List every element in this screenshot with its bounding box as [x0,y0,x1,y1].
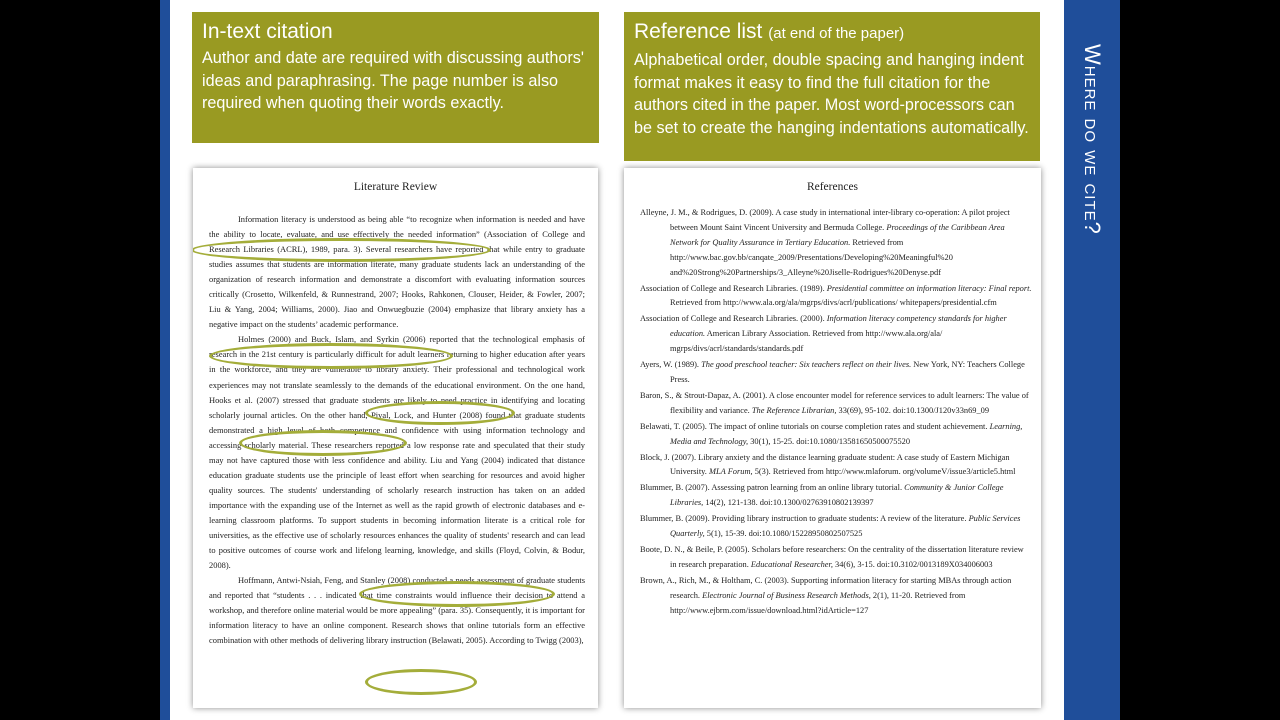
reference-entry [640,312,1032,357]
reference-source-title: Presidential committee on information literacy: Final report. [826,283,1032,293]
reference-list-box [624,12,1040,161]
reference-entry [640,389,1032,419]
reference-entry [640,543,1032,573]
literature-paragraph: Information literacy is understood as being able “to recognize when information is needed and have the ability to locate, evaluate, and use effectively the needed information” (Association of College and Research Libraries (ACRL), 1989, para. 3). Several researchers have reported that while entry to graduate studies assumes that students are information literate, many graduate students lack an understanding of the organization of research information and demonstrate a discomfort with evaluating information sources critically (Crosetto, Wilkenfeld, & Runnestrand, 2007; Hooks, Rahkonen, Clouser, Heider, & Fowler, 2007; Liu & Yang, 2004; Williams, 2000). Jiao and Onwuegbuzie (2004) emphasize that library anxiety has a negative impact on the students’ academic performance. [209,214,585,330]
reference-entry [640,451,1032,481]
left-accent-strip [160,0,170,720]
citation-highlight-oval [365,669,477,695]
reference-text: 5(1), 15-39. doi:10.1080/15228950802507525 [704,529,863,539]
reference-text: 33(69), 95-102. doi:10.1300/J120v33n69_09 [836,405,990,415]
right-title-band [1064,0,1120,720]
reference-text: Ayers, W. (1989). [640,360,702,370]
reference-entry [640,282,1032,312]
in-text-citation-box [192,12,599,143]
slide [160,0,1120,720]
reference-entry [640,206,1032,281]
vertical-slide-title: Where do we cite? [1080,44,1105,235]
reference-text: New York, NY: Teachers College Press. [670,360,1025,384]
reference-text: 5(3). Retrieved from http://www.mlaforum. org/volumeV/issue3/article5.html [752,467,1016,477]
reference-text: Boote, D. N., & Beile, P. (2005). Scholars before researchers: On the centrality of the dissertation literature review in research preparation. [640,544,1024,569]
reference-list-heading-note: (at end of the paper) [768,25,905,42]
reference-source-title: Learning, Media and Technology, [670,421,1023,446]
in-text-citation-heading: In-text citation [202,20,333,43]
reference-text: 14(2), 121-138. doi:10.1300/02763910802139397 [703,498,874,508]
reference-text: Blummer, B. (2009). Providing library instruction to graduate students: A review of the literature. [640,514,969,524]
reference-list-text: Alphabetical order, double spacing and hanging indent format makes it easy to find the full citation for the authors cited in the paper. Most word-processors can be set to create the hanging indentations automatically. [634,51,1029,137]
references-title: References [806,181,859,193]
reference-text: American Library Association. Retrieved from http://www.ala.org/ala/ mgrps/divs/acrl/standards/standards.pdf [670,329,943,354]
reference-list-heading-line [634,18,1030,47]
literature-review-page [193,168,598,708]
in-text-citation-text: Author and date are required with discussing authors' ideas and paraphrasing. The page number is also required when quoting their words exactly. [202,49,584,112]
reference-entry [640,481,1032,511]
literature-review-body [209,212,585,648]
reference-text: Baron, S., & Strout-Dapaz, A. (2001). A close encounter model for reference services to adult learners: The value of flexibility and variance. [640,390,1029,415]
reference-source-title: Proceedings of the Caribbean Area Network for Quality Assurance in Tertiary Education. [670,222,1005,247]
reference-text: Blummer, B. (2007). Assessing patron learning from an online library tutorial. [640,483,905,493]
reference-text: Retrieved from http://www.ala.org/ala/mgrps/divs/acrl/publications/ whitepapers/presidential.cfm [670,298,997,308]
reference-source-title: Public Services Quarterly, [670,514,1021,539]
reference-source-title: The Reference Librarian, [751,405,837,415]
references-list [640,206,1032,619]
reference-text: 30(1), 15-25. doi:10.1080/13581650500075520 [748,436,911,446]
literature-paragraph: Holmes (2000) and Buck, Islam, and Syrkin (2006) reported that the technological emphasis of research in the 21st century is particularly difficult for adult learners returning to higher education after years in the workforce, and they are vulnerable to library anxiety. Their professional and technological work experiences may not translate seamlessly to the demands of the educational environment. On the one hand, Hooks et al. (2007) stressed that graduate students are likely to need practice in identifying and locating scholarly journal articles. On the other hand, Pival, Lock, and Hunter (2008) found that graduate students demonstrated a high level of both competence and confidence with using information technology and accessing scholarly material. These researchers reported a low response rate and speculated that their study may not have captured those with less confidence and ability. Liu and Yang (2004) indicated that distance education graduate students use the principle of least effort when searching for resources and avoid higher quality sources. The students' understanding of scholarly research instruction has taken on an added importance with the expanding use of the Internet as well as the rapid growth of electronic databases and e-learning classroom platforms. To support students in becoming information literate is a critical role for universities, as the effective use of scholarly resources enhances the quality of students' research and can lead to positive outcomes of course work and lifelong learning, knowledge, and skills (Floyd, Colvin, & Bodur, 2008). [209,334,585,571]
reference-text: Belawati, T. (2005). The impact of online tutorials on course completion rates and student achievement. [640,421,990,431]
reference-entry [640,574,1032,619]
reference-text: 2(1), 11-20. Retrieved from http://www.ejbrm.com/issue/download.html?idArticle=127 [670,590,966,615]
reference-list-heading: Reference list [634,20,763,43]
reference-source-title: Electronic Journal of Business Research Methods, [702,590,871,600]
reference-text: 34(6), 3-15. doi:10.3102/0013189X034006003 [832,559,993,569]
reference-source-title: MLA Forum, [709,467,753,477]
reference-source-title: Information literacy competency standards for higher education. [670,314,1007,339]
reference-source-title: The good preschool teacher: Six teachers reflect on their lives. [701,360,912,370]
literature-paragraph: Hoffmann, Antwi-Nsiah, Feng, and Stanley (2008) conducted a needs assessment of graduate students and reported that “students . . . indicated that time constraints would influence their decision to attend a workshop, and therefore online material would be more appealing” (para. 35). Consequently, it is important for information literacy to have an online component. Research shows that online tutorials form an effective combination with other methods of delivering library instruction (Belawati, 2005). According to Twigg (2003), [209,575,585,646]
reference-entry [640,512,1032,542]
literature-review-title: Literature Review [353,181,438,193]
reference-entry [640,420,1032,450]
reference-source-title: Community & Junior College Libraries, [670,483,1004,508]
reference-text: Association of College and Research Libraries. (2000). [640,314,827,324]
references-page [624,168,1041,708]
reference-source-title: Educational Researcher, [750,559,833,569]
reference-text: Alleyne, J. M., & Rodrigues, D. (2009). A case study in international inter-library co-operation: A pilot project between Mount Saint Vincent University and Bermuda College. [640,208,1010,232]
reference-text: Association of College and Research Libraries. (1989). [640,283,827,293]
reference-text: Retrieved from http://www.bac.gov.bb/canqate_2009/Presentations/Developing%20Meaningful%20 and%20Strong%20Partnerships/3_Alleyne%20Jiselle-Rodrigues%20Denyse.pdf [670,237,953,277]
reference-text: Brown, A., Rich, M., & Holtham, C. (2003). Supporting information literacy for starting MBAs through action research. [640,575,1012,600]
reference-text: Block, J. (2007). Library anxiety and the distance learning graduate student: A case study of Eastern Michigan University. [640,452,1010,477]
reference-entry [640,358,1032,388]
